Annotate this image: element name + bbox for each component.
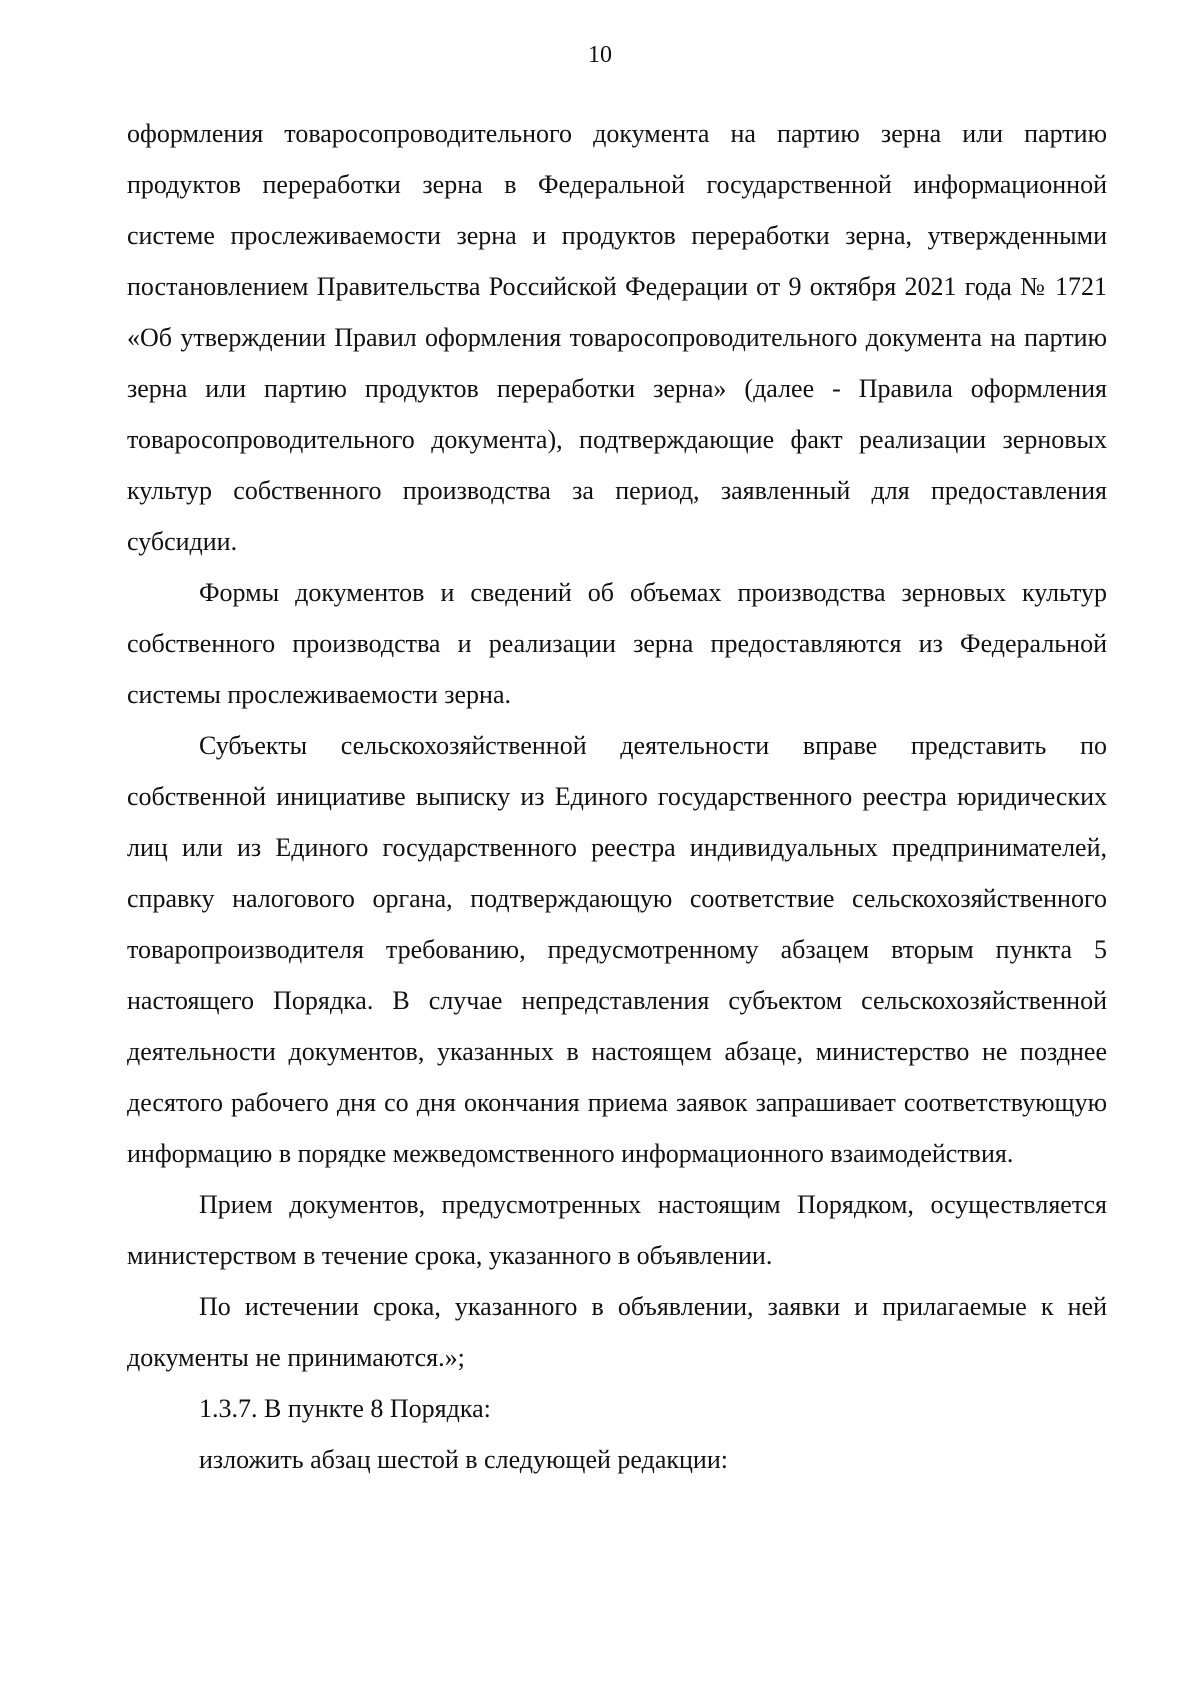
page-number: 10 <box>588 42 612 68</box>
paragraph-document-forms: Формы документов и сведений об объемах производства зерновых культур собственного производства и реализации зерна предоставляются из Федеральной системы прослеживаемости зерна. <box>127 578 1107 709</box>
paragraph-agricultural-entities: Субъекты сельскохозяйственной деятельности вправе представить по собственной инициативе выписку из Единого государственного реестра юридических лиц или из Единого государственного реестра индивидуальных предпринимателей, справку налогового органа, подтверждающую соответствие сельскохозяйственного товаропроизводителя требованию, предусмотренному абзацем вторым пункта 5 настоящего Порядка. В случае непредставления субъектом сельскохозяйственной деятельности документов, указанных в настоящем абзаце, министерство не позднее десятого рабочего дня со дня окончания приема заявок запрашивает соответствующую информацию в порядке межведомственного информационного взаимодействия. <box>127 731 1107 1168</box>
paragraph-clause-1-3-7: 1.3.7. В пункте 8 Порядка: <box>199 1394 491 1423</box>
document-body <box>127 108 1107 1485</box>
paragraph-continuation: оформления товаросопроводительного документа на партию зерна или партию продуктов переработки зерна в Федеральной государственной информационной системе прослеживаемости зерна и продуктов переработки зерна, утвержденными постановлением Правительства Российской Федерации от 9 октября 2021 года № 1721 «Об утверждении Правил оформления товаросопроводительного документа на партию зерна или партию продуктов переработки зерна» (далее - Правила оформления товаросопроводительного документа), подтверждающие факт реализации зерновых культур собственного производства за период, заявленный для предоставления субсидии. <box>127 119 1107 556</box>
paragraph-document-acceptance: Прием документов, предусмотренных настоящим Порядком, осуществляется министерством в течение срока, указанного в объявлении. <box>127 1190 1107 1270</box>
paragraph-deadline-expiry: По истечении срока, указанного в объявлении, заявки и прилагаемые к ней документы не принимаются.»; <box>127 1292 1107 1372</box>
paragraph-amendment-instruction: изложить абзац шестой в следующей редакции: <box>199 1445 728 1474</box>
